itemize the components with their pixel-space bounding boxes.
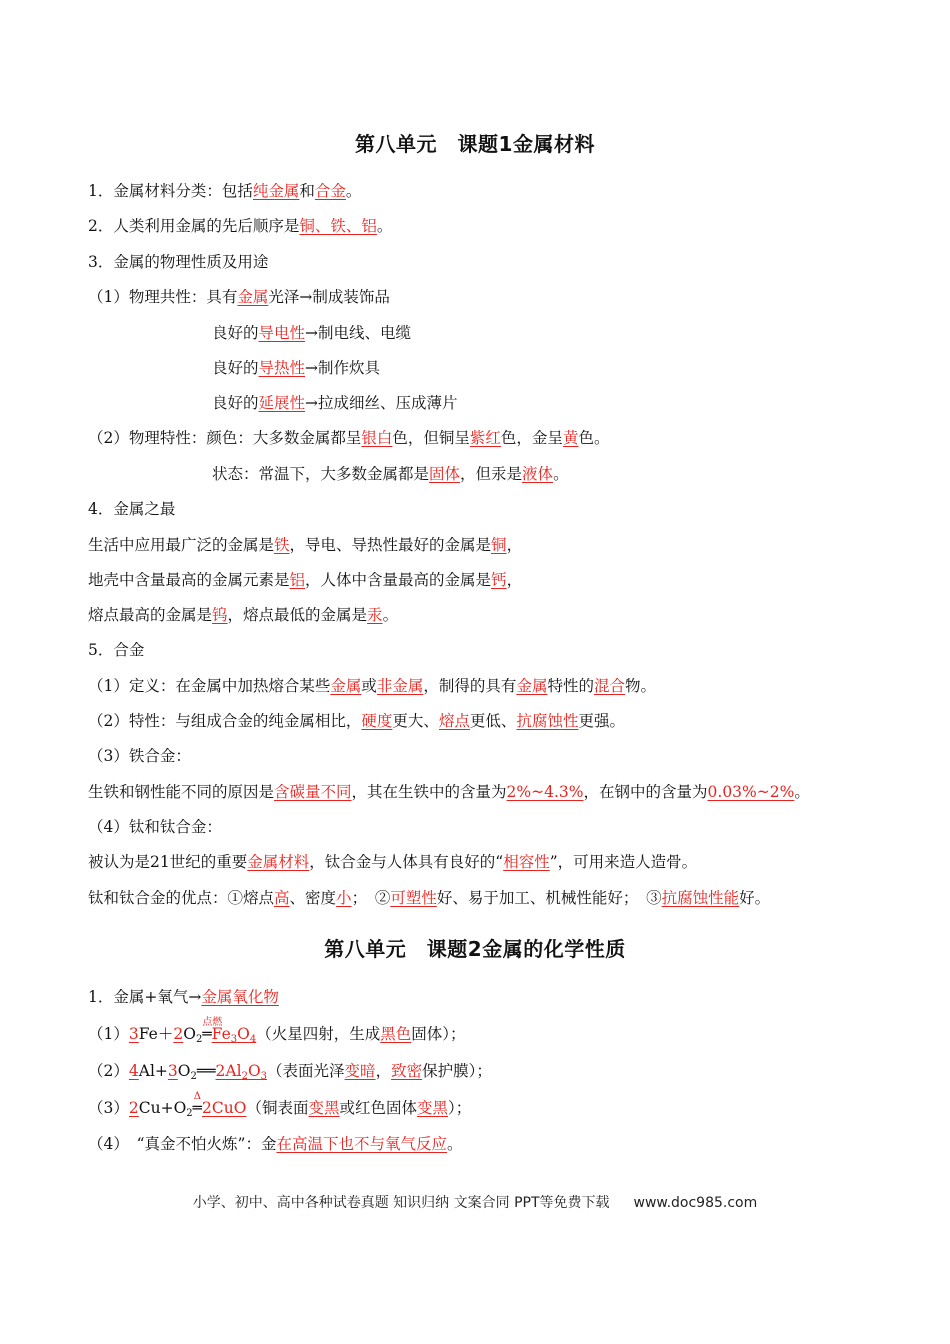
answer: 金属氧化物 [201, 988, 279, 1006]
answer: 非金属 [376, 677, 424, 695]
answer: $Fe_3O_4$ [211, 1025, 257, 1045]
answer: 4 [128, 1062, 139, 1080]
item-3: 3．金属的物理性质及用途 [88, 253, 269, 271]
page-footer [0, 1192, 950, 1212]
physical-common-2: 良好的导电性→制电线、电缆 [212, 324, 412, 342]
answer: 混合 [593, 677, 625, 695]
alloy-properties: （2）特性：与组成合金的纯金属相比，硬度更大、熔点更低、抗腐蚀性更强。 [88, 712, 625, 730]
answer: 延展性 [258, 394, 306, 412]
answer: 高 [274, 889, 290, 907]
answer: 金属 [237, 288, 269, 306]
answer: 黄 [562, 429, 579, 447]
answer: 金属材料 [247, 853, 310, 871]
reaction-1: $(1)3Fe+2O_2$ 点燃 $═Fe_3O_4$（火星四射，生成黑色固体）； [88, 1017, 466, 1045]
iron-alloy-heading: （3）铁合金： [88, 747, 191, 765]
answer: 在高温下也不与氧气反应 [276, 1135, 447, 1153]
reaction-condition: Δ ═ [192, 1091, 203, 1117]
answer: 2 [173, 1025, 184, 1043]
answer: 含碳量不同 [274, 783, 352, 801]
physical-special-state: 状态：常温下，大多数金属都是固体，但汞是液体。 [212, 465, 569, 483]
metal-extreme-2: 地壳中含量最高的金属元素是铝，人体中含量最高的金属是钙， [88, 571, 523, 589]
physical-special-color: （2）物理特性：颜色：大多数金属都呈银白色，但铜呈紫红色，金呈黄色。 [88, 429, 610, 447]
reaction-4: （4） “真金不怕火炼”：金在高温下也不与氧气反应。 [88, 1135, 463, 1153]
answer: 铜、铁、铝 [299, 217, 377, 235]
item-5: 5．合金 [88, 641, 145, 659]
answer: 紫红 [469, 429, 501, 447]
answer: 导热性 [258, 359, 306, 377]
answer: 2CuO [202, 1099, 247, 1117]
answer: 可塑性 [390, 889, 437, 907]
answer: 铁 [274, 536, 290, 554]
answer: $2Al_2O_3$ [215, 1062, 268, 1082]
answer: 铜 [491, 536, 507, 554]
answer: 相容性 [503, 853, 550, 871]
answer: 金属 [330, 677, 362, 695]
item-1: 1．金属材料分类：包括纯金属和合金。 [88, 182, 362, 200]
answer: 变暗 [344, 1062, 376, 1080]
answer: 金属 [516, 677, 548, 695]
reaction-3: $(3)2Cu+O_2$ Δ ═2CuO（铜表面变黑或红色固体变黑）； [88, 1091, 472, 1119]
answer: 汞 [367, 606, 383, 624]
answer: 固体 [429, 465, 461, 483]
answer: 2%~4.3% [506, 783, 584, 801]
metal-extreme-1: 生活中应用最广泛的金属是铁，导电、导热性最好的金属是铜， [88, 536, 523, 554]
alloy-definition: （1）定义：在金属中加热熔合某些金属或非金属，制得的具有金属特性的混合物。 [88, 677, 656, 695]
section-title-2: 第八单元 课题2金属的化学性质 [324, 937, 626, 961]
titanium-advantages: 钛和钛合金的优点：①熔点高、密度小； ②可塑性好、易于加工、机械性能好； ③抗腐蚀性能好。 [88, 889, 771, 907]
answer: 液体 [522, 465, 554, 483]
answer: 硬度 [361, 712, 393, 730]
answer: 抗腐蚀性能 [661, 889, 740, 907]
answer: 合金 [314, 182, 346, 200]
reaction-2: $(2)4Al+3O_2══2Al_2O_3$（表面光泽变暗，致密保护膜）； [88, 1062, 492, 1082]
answer: 铝 [289, 571, 306, 589]
answer: 钙 [491, 571, 507, 589]
answer: 熔点 [438, 712, 470, 730]
item-4: 4．金属之最 [88, 500, 176, 518]
footer-link[interactable]: www.doc985.com [633, 1195, 758, 1211]
physical-common-1: （1）物理共性：具有金属光泽→制成装饰品 [88, 288, 390, 306]
answer: 变黑 [308, 1099, 340, 1117]
item-2: 2．人类利用金属的先后顺序是铜、铁、铝。 [88, 217, 393, 235]
section-title-1: 第八单元 课题1金属材料 [355, 132, 595, 156]
answer: 2 [128, 1099, 139, 1117]
answer: 0.03%~2% [707, 783, 795, 801]
titanium-text: 被认为是21世纪的重要金属材料，钛合金与人体具有良好的“相容性”，可用来造人造骨。 [88, 853, 698, 871]
metal-extreme-3: 熔点最高的金属是钨，熔点最低的金属是汞。 [88, 606, 399, 624]
answer: 黑色 [380, 1025, 412, 1043]
answer: 银白 [361, 429, 393, 447]
answer: 钨 [212, 606, 228, 624]
footer-text: 小学、初中、高中各种试卷真题 知识归纳 文案合同 PPT等免费下载 [192, 1195, 610, 1211]
answer: 3 [167, 1062, 178, 1080]
answer: 抗腐蚀性 [516, 712, 579, 730]
reaction-condition: 点燃 ═ [202, 1017, 223, 1043]
answer: 导电性 [258, 324, 306, 342]
iron-alloy-text: 生铁和钢性能不同的原因是含碳量不同，其在生铁中的含量为2%~4.3%，在钢中的含量为0.03%~2%。 [88, 783, 810, 801]
titanium-heading: （4）钛和钛合金： [88, 818, 222, 836]
physical-common-4: 良好的延展性→拉成细丝、压成薄片 [212, 394, 458, 412]
answer: 纯金属 [252, 182, 300, 200]
answer: 致密 [391, 1062, 423, 1080]
physical-common-3: 良好的导热性→制作炊具 [212, 359, 381, 377]
answer: 小 [336, 889, 352, 907]
answer: 变黑 [416, 1099, 448, 1117]
chem-item-1: 1．金属+氧气→金属氧化物 [88, 988, 279, 1006]
answer: 3 [128, 1025, 139, 1043]
